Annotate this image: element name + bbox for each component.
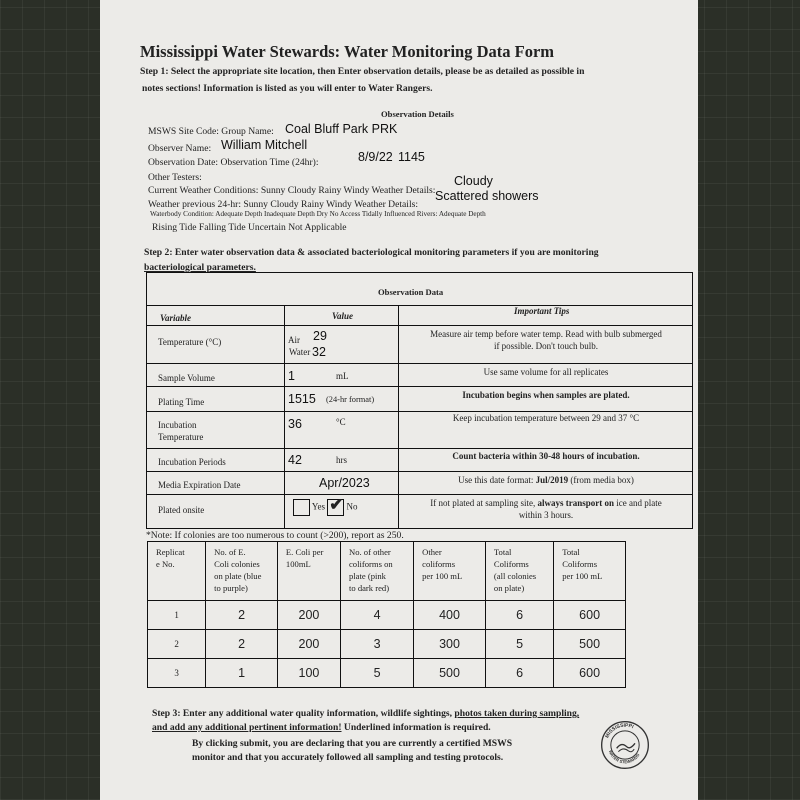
replicate-value-cell[interactable]: 2	[206, 601, 278, 630]
temperature-tip-1: Measure air temp before water temp. Read with bulb submerged	[430, 329, 662, 339]
incubation-periods-tip: Count bacteria within 30-48 hours of incubation.	[452, 451, 640, 461]
replicate-body	[148, 601, 626, 688]
temperature-tip-2: if possible. Don't touch bulb.	[493, 341, 599, 351]
replicate-header-line: Coliforms	[493, 559, 529, 569]
plated-onsite-tip-1	[400, 498, 692, 509]
step3-line3: By clicking submit, you are declaring that you are currently a certified MSWS	[192, 738, 513, 749]
replicate-header-line: Coliforms	[562, 559, 598, 569]
obs-row-line	[146, 448, 693, 449]
step3-line2-a: and add any additional pertinent information!	[152, 722, 342, 733]
media-tip-format: Jul/2019	[535, 475, 569, 485]
replicate-value-cell[interactable]: 500	[414, 659, 486, 688]
obs-row-line	[146, 471, 693, 472]
step1-line1: Step 1: Select the appropriate site location, then Enter observation details, please be as detailed as possible in	[140, 66, 585, 77]
replicate-header-line: Other	[422, 547, 442, 557]
yes-label: Yes	[311, 501, 326, 512]
replicate-header-cell	[206, 542, 278, 601]
seal-top-text: MISSISSIPPI	[604, 722, 635, 740]
step3-line2	[152, 722, 491, 733]
replicate-header-cell	[148, 542, 206, 601]
replicate-value-cell[interactable]: 2	[206, 630, 278, 659]
note-text: *Note: If colonies are too numerous to count (>200), report as 250.	[146, 530, 404, 541]
step3-line1-b: photos taken during sampling,	[454, 708, 580, 719]
plated-tip-bold: always transport on	[537, 498, 614, 508]
replicate-header-line: plate (pink	[348, 571, 386, 581]
temperature-label: Temperature (°C)	[158, 337, 222, 347]
replicate-header-row	[148, 542, 626, 601]
air-label: Air	[288, 335, 300, 345]
step3-line1	[152, 708, 579, 719]
air-temp-value[interactable]: 29	[313, 329, 327, 343]
checkmark-icon: ✔	[329, 495, 344, 514]
obs-col-line	[284, 305, 285, 529]
replicate-value-cell[interactable]: 600	[554, 659, 626, 688]
yes-checkbox[interactable]	[293, 499, 310, 516]
replicate-value-cell[interactable]: 200	[277, 630, 340, 659]
replicate-value-cell[interactable]: 6	[485, 601, 553, 630]
replicate-value-cell[interactable]: 3	[340, 630, 413, 659]
replicate-row	[148, 630, 626, 659]
step3-line2-b: Underlined information is required.	[341, 722, 491, 733]
date-label: Observation Date: Observation Time (24hr):	[148, 157, 319, 168]
time-value[interactable]: 1145	[398, 150, 425, 164]
step1-line2: notes sections! Information is listed as you will enter to Water Rangers.	[142, 83, 433, 94]
replicate-header-line: E. Coli per	[285, 547, 324, 557]
form-title: Mississippi Water Stewards: Water Monitoring Data Form	[140, 42, 555, 61]
replicate-number-cell: 1	[148, 601, 206, 630]
obs-table-title: Observation Data	[378, 287, 444, 297]
replicate-value-cell[interactable]: 6	[485, 659, 553, 688]
waterbody-line2: Rising Tide Falling Tide Uncertain Not Applicable	[152, 222, 347, 233]
weather-value[interactable]: Cloudy	[454, 174, 493, 188]
water-label: Water	[289, 347, 311, 357]
replicate-header-line: on plate)	[493, 583, 525, 593]
plating-time-tip: Incubation begins when samples are plated.	[462, 390, 630, 400]
media-expiration-value[interactable]: Apr/2023	[319, 476, 370, 490]
replicate-header-cell	[554, 542, 626, 601]
observation-details-heading: Observation Details	[381, 109, 454, 119]
replicate-header-line: per 100 mL	[422, 571, 463, 581]
incubation-temp-tip: Keep incubation temperature between 29 and 37 °C	[452, 413, 640, 423]
incubation-temp-value[interactable]: 36	[288, 417, 302, 431]
waterbody-line1: Waterbody Condition: Adequate Depth Inadequate Depth Dry No Access Tidally Influenced Rivers: Adequate Depth	[150, 210, 486, 218]
replicate-header-line: to dark red)	[348, 583, 390, 593]
date-value[interactable]: 8/9/22	[358, 150, 393, 164]
incubation-temp-unit: °C	[336, 417, 346, 427]
weather-label: Current Weather Conditions: Sunny Cloudy Rainy Windy Weather Details:	[148, 185, 436, 196]
replicate-header-line: No. of other	[348, 547, 391, 557]
sample-volume-label: Sample Volume	[158, 373, 215, 383]
replicate-header-line: No. of E.	[214, 547, 246, 557]
replicate-header-cell	[485, 542, 553, 601]
replicate-header-line: Coli colonies	[214, 559, 260, 569]
replicate-header-line: (all colonies	[493, 571, 537, 581]
form-paper	[100, 0, 698, 800]
prev-weather-value[interactable]: Scattered showers	[435, 189, 539, 203]
no-label: No	[346, 501, 358, 512]
replicate-row	[148, 601, 626, 630]
replicate-header-line: 100mL	[285, 559, 311, 569]
obs-row-line	[146, 363, 693, 364]
replicate-row	[148, 659, 626, 688]
replicate-value-cell[interactable]: 4	[340, 601, 413, 630]
plating-time-unit: (24-hr format)	[326, 395, 375, 404]
sample-volume-value[interactable]: 1	[288, 369, 295, 383]
replicate-value-cell[interactable]: 5	[485, 630, 553, 659]
incubation-temp-label-1: Incubation	[158, 420, 197, 430]
step3-line1-a: Step 3: Enter any additional water quality information, wildlife sightings,	[152, 708, 453, 719]
step2-line1: Step 2: Enter water observation data & associated bacteriological monitoring parameters if you are monitoring	[144, 247, 599, 258]
media-tip-suffix: (from media box)	[570, 475, 634, 485]
media-expiration-tip	[400, 475, 692, 486]
site-code-value[interactable]: Coal Bluff Park PRK	[285, 122, 398, 136]
replicate-header-line: Replicat	[156, 547, 185, 557]
replicate-value-cell[interactable]: 1	[206, 659, 278, 688]
plated-onsite-options	[293, 495, 358, 516]
replicate-table	[147, 541, 626, 688]
header-variable: Variable	[160, 313, 192, 323]
step2-line2: bacteriological parameters.	[144, 262, 256, 273]
observer-value[interactable]: William Mitchell	[221, 138, 308, 152]
sample-volume-tip: Use same volume for all replicates	[483, 367, 609, 377]
sample-volume-unit: mL	[336, 371, 349, 381]
observer-label: Observer Name:	[148, 143, 212, 154]
replicate-header-line: Total	[562, 547, 580, 557]
incubation-periods-label: Incubation Periods	[158, 457, 226, 467]
plated-onsite-label: Plated onsite	[158, 505, 205, 515]
media-expiration-label: Media Expiration Date	[158, 480, 241, 490]
replicate-header-line: to purple)	[214, 583, 248, 593]
obs-col-line	[398, 305, 399, 529]
replicate-value-cell[interactable]: 400	[414, 601, 486, 630]
water-temp-value[interactable]: 32	[312, 345, 326, 359]
plating-time-value[interactable]: 1515	[288, 392, 316, 406]
replicate-value-cell[interactable]: 5	[340, 659, 413, 688]
plating-time-label: Plating Time	[158, 397, 205, 407]
header-value: Value	[332, 311, 354, 321]
incubation-temp-label-2: Temperature	[158, 432, 204, 442]
replicate-number-cell: 3	[148, 659, 206, 688]
obs-row-line	[146, 494, 693, 495]
site-code-label: MSWS Site Code: Group Name:	[148, 126, 274, 137]
header-important-tips: Important Tips	[514, 306, 570, 316]
replicate-value-cell[interactable]: 100	[277, 659, 340, 688]
step3-line4: monitor and that you accurately followed all sampling and testing protocols.	[192, 752, 504, 763]
replicate-header-cell	[340, 542, 413, 601]
obs-row-line	[146, 386, 693, 387]
replicate-header-cell	[277, 542, 340, 601]
media-tip-prefix: Use this date format:	[458, 475, 534, 485]
replicate-header-line: Total	[493, 547, 512, 557]
svg-text:WATER STEWARDS	[608, 749, 641, 764]
obs-row-line	[146, 411, 693, 412]
seal-bottom-text: WATER STEWARDS	[607, 749, 641, 765]
svg-text:MISSISSIPPI	[604, 723, 635, 740]
replicate-value-cell[interactable]: 500	[554, 630, 626, 659]
replicate-header-line: e No.	[156, 559, 175, 569]
incubation-periods-value[interactable]: 42	[288, 453, 302, 467]
incubation-periods-unit: hrs	[336, 455, 347, 465]
mississippi-water-stewards-seal-icon	[600, 720, 650, 770]
plated-onsite-tip-2: within 3 hours.	[518, 510, 574, 520]
replicate-header-line: per 100 mL	[562, 571, 603, 581]
replicate-value-cell[interactable]: 300	[414, 630, 486, 659]
replicate-header-line: coliforms on	[348, 559, 393, 569]
replicate-number-cell: 2	[148, 630, 206, 659]
plated-tip-suffix: ice and plate	[614, 498, 662, 508]
obs-row-line	[146, 325, 693, 326]
replicate-header-line: on plate (blue	[214, 571, 262, 581]
replicate-header-cell	[414, 542, 486, 601]
prev-weather-label: Weather previous 24-hr: Sunny Cloudy Rainy Windy Weather Details:	[148, 199, 419, 210]
replicate-value-cell[interactable]: 200	[277, 601, 340, 630]
replicate-value-cell[interactable]: 600	[554, 601, 626, 630]
no-checkbox[interactable]	[327, 495, 344, 516]
plated-tip-prefix: If not plated at sampling site,	[430, 498, 536, 508]
obs-row-line	[146, 305, 693, 306]
replicate-header-line: coliforms	[422, 559, 456, 569]
other-testers-label: Other Testers:	[148, 172, 202, 183]
